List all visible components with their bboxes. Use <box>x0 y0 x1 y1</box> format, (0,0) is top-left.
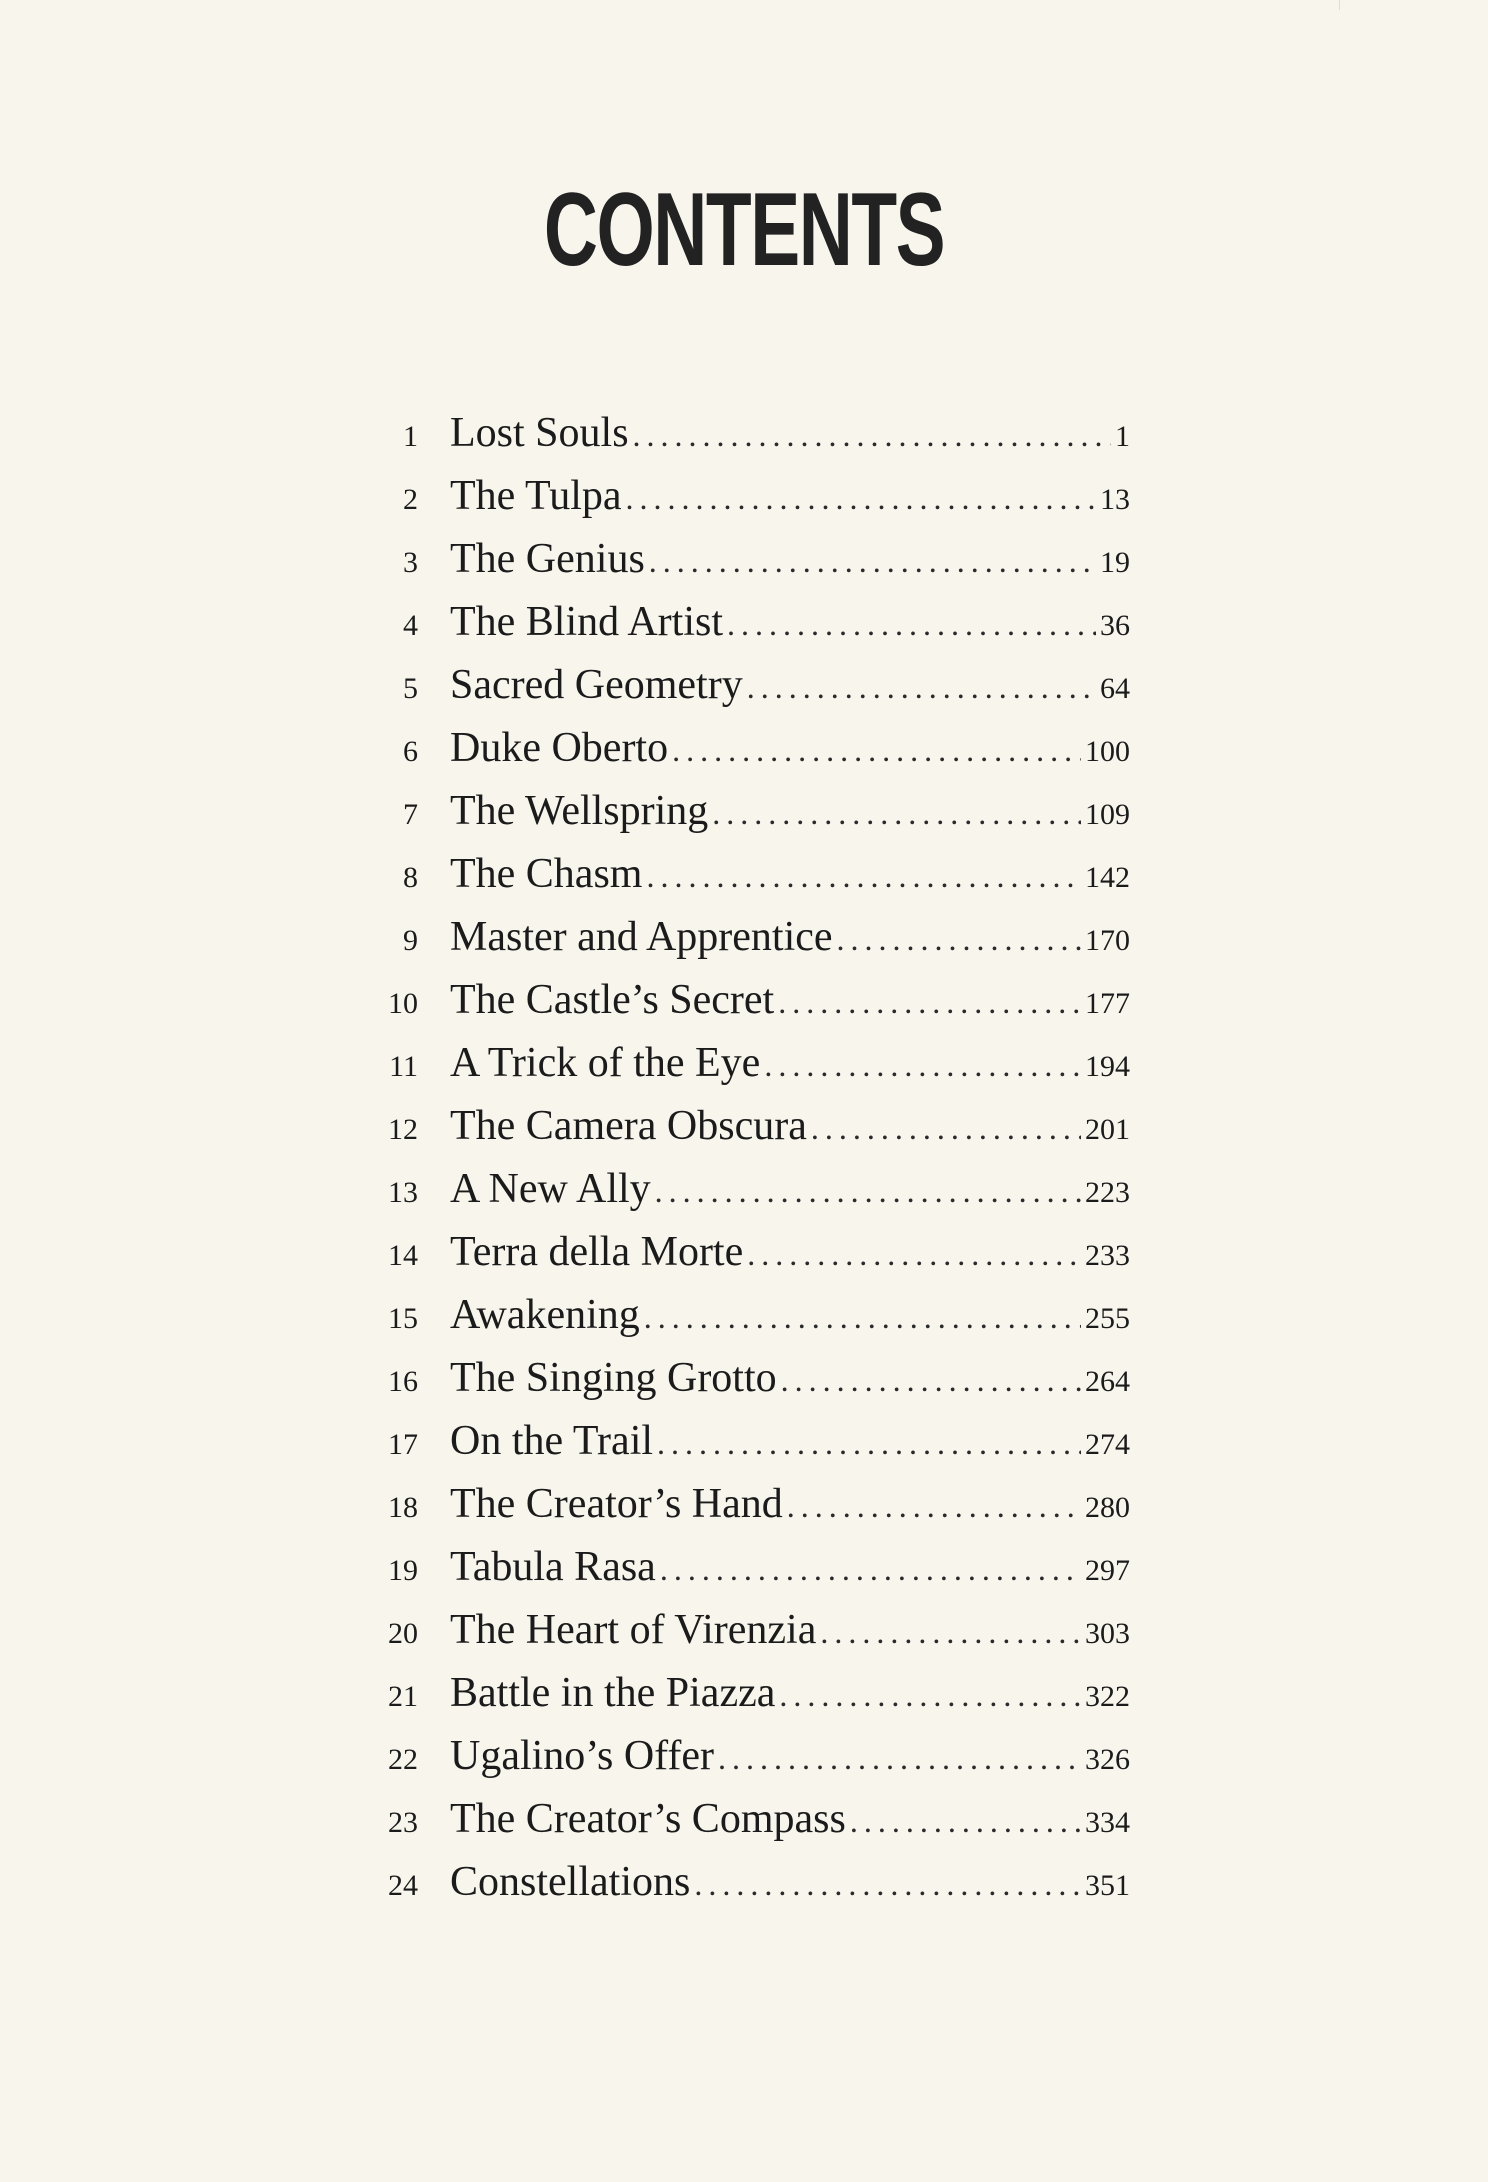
dot-leader <box>837 908 1081 971</box>
chapter-number: 19 <box>388 1554 418 1587</box>
page-number: 322 <box>1085 1680 1130 1713</box>
chapter-title: The Creator’s Compass <box>450 1796 846 1842</box>
page-number: 109 <box>1085 798 1130 831</box>
chapter-title: The Singing Grotto <box>450 1355 777 1401</box>
toc-entry[interactable] <box>370 1725 1130 1788</box>
chapter-title: Master and Apprentice <box>450 914 833 960</box>
table-of-contents <box>370 402 1130 1914</box>
dot-leader <box>660 1538 1081 1601</box>
toc-entry[interactable] <box>370 780 1130 843</box>
toc-entry[interactable] <box>370 969 1130 1032</box>
dot-leader <box>655 1160 1081 1223</box>
toc-entry[interactable] <box>370 1221 1130 1284</box>
page-number: 233 <box>1085 1239 1130 1272</box>
chapter-title: Lost Souls <box>450 410 629 456</box>
page-number: 255 <box>1085 1302 1130 1335</box>
page-number: 194 <box>1085 1050 1130 1083</box>
chapter-number: 11 <box>389 1050 418 1083</box>
page-number: 303 <box>1085 1617 1130 1650</box>
chapter-title: The Blind Artist <box>450 599 723 645</box>
dot-leader <box>747 1223 1081 1286</box>
dot-leader <box>626 467 1096 530</box>
page-number: 100 <box>1085 735 1130 768</box>
dot-leader <box>781 1349 1081 1412</box>
chapter-number: 10 <box>388 987 418 1020</box>
toc-entry[interactable] <box>370 1536 1130 1599</box>
dot-leader <box>672 719 1081 782</box>
page-number: 64 <box>1100 672 1130 705</box>
chapter-number: 16 <box>388 1365 418 1398</box>
toc-entry[interactable] <box>370 1158 1130 1221</box>
toc-entry[interactable] <box>370 528 1130 591</box>
toc-entry[interactable] <box>370 1662 1130 1725</box>
dot-leader <box>727 593 1096 656</box>
chapter-number: 1 <box>403 420 418 453</box>
chapter-number: 12 <box>388 1113 418 1146</box>
toc-entry[interactable] <box>370 906 1130 969</box>
chapter-title: Ugalino’s Offer <box>450 1733 714 1779</box>
toc-entry[interactable] <box>370 1473 1130 1536</box>
scan-mark <box>1339 0 1340 10</box>
page-number: 13 <box>1100 483 1130 516</box>
page-number: 334 <box>1085 1806 1130 1839</box>
dot-leader <box>718 1727 1081 1790</box>
chapter-number: 3 <box>403 546 418 579</box>
toc-entry[interactable] <box>370 1284 1130 1347</box>
chapter-title: The Wellspring <box>450 788 709 834</box>
page-number: 19 <box>1100 546 1130 579</box>
chapter-number: 20 <box>388 1617 418 1650</box>
chapter-title: Sacred Geometry <box>450 662 743 708</box>
toc-entry[interactable] <box>370 1032 1130 1095</box>
toc-entry[interactable] <box>370 1599 1130 1662</box>
dot-leader <box>787 1475 1081 1538</box>
toc-entry[interactable] <box>370 1347 1130 1410</box>
toc-entry[interactable] <box>370 654 1130 717</box>
chapter-number: 22 <box>388 1743 418 1776</box>
chapter-number: 2 <box>403 483 418 516</box>
chapter-number: 13 <box>388 1176 418 1209</box>
chapter-title: Awakening <box>450 1292 640 1338</box>
chapter-number: 5 <box>403 672 418 705</box>
page-number: 1 <box>1115 420 1130 453</box>
chapter-number: 21 <box>388 1680 418 1713</box>
page-title: CONTENTS <box>543 172 945 288</box>
page-number: 326 <box>1085 1743 1130 1776</box>
toc-entry[interactable] <box>370 1788 1130 1851</box>
chapter-number: 4 <box>403 609 418 642</box>
page-number: 36 <box>1100 609 1130 642</box>
dot-leader <box>778 971 1081 1034</box>
chapter-title: Tabula Rasa <box>450 1544 656 1590</box>
chapter-title: On the Trail <box>450 1418 654 1464</box>
chapter-title: The Creator’s Hand <box>450 1481 783 1527</box>
dot-leader <box>646 845 1081 908</box>
dot-leader <box>779 1664 1081 1727</box>
toc-entry[interactable] <box>370 1410 1130 1473</box>
toc-entry[interactable] <box>370 402 1130 465</box>
toc-entry[interactable] <box>370 1851 1130 1914</box>
page-number: 280 <box>1085 1491 1130 1524</box>
dot-leader <box>764 1034 1081 1097</box>
chapter-number: 24 <box>388 1869 418 1902</box>
page-number: 170 <box>1085 924 1130 957</box>
dot-leader <box>747 656 1096 719</box>
page-number: 274 <box>1085 1428 1130 1461</box>
chapter-number: 14 <box>388 1239 418 1272</box>
chapter-number: 9 <box>403 924 418 957</box>
chapter-number: 18 <box>388 1491 418 1524</box>
toc-entry[interactable] <box>370 717 1130 780</box>
dot-leader <box>649 530 1096 593</box>
toc-entry[interactable] <box>370 465 1130 528</box>
dot-leader <box>644 1286 1081 1349</box>
chapter-title: The Genius <box>450 536 645 582</box>
dot-leader <box>694 1853 1081 1916</box>
chapter-title: The Heart of Virenzia <box>450 1607 817 1653</box>
page-number: 223 <box>1085 1176 1130 1209</box>
page-number: 297 <box>1085 1554 1130 1587</box>
chapter-title: The Tulpa <box>450 473 622 519</box>
dot-leader <box>633 404 1111 467</box>
chapter-number: 6 <box>403 735 418 768</box>
page-number: 142 <box>1085 861 1130 894</box>
dot-leader <box>820 1601 1081 1664</box>
chapter-title: The Camera Obscura <box>450 1103 807 1149</box>
page-number: 351 <box>1085 1869 1130 1902</box>
chapter-title: Terra della Morte <box>450 1229 744 1275</box>
chapter-number: 17 <box>388 1428 418 1461</box>
dot-leader <box>657 1412 1081 1475</box>
chapter-title: The Castle’s Secret <box>450 977 775 1023</box>
toc-entry[interactable] <box>370 843 1130 906</box>
chapter-number: 15 <box>388 1302 418 1335</box>
toc-entry[interactable] <box>370 1095 1130 1158</box>
page-number: 177 <box>1085 987 1130 1020</box>
dot-leader <box>850 1790 1081 1853</box>
chapter-title: A Trick of the Eye <box>450 1040 761 1086</box>
page-number: 264 <box>1085 1365 1130 1398</box>
chapter-title: Constellations <box>450 1859 691 1905</box>
chapter-number: 7 <box>403 798 418 831</box>
chapter-number: 23 <box>388 1806 418 1839</box>
chapter-title: The Chasm <box>450 851 643 897</box>
chapter-title: A New Ally <box>450 1166 651 1212</box>
page-number: 201 <box>1085 1113 1130 1146</box>
dot-leader <box>712 782 1081 845</box>
dot-leader <box>811 1097 1081 1160</box>
toc-entry[interactable] <box>370 591 1130 654</box>
chapter-number: 8 <box>403 861 418 894</box>
chapter-title: Duke Oberto <box>450 725 669 771</box>
chapter-title: Battle in the Piazza <box>450 1670 776 1716</box>
